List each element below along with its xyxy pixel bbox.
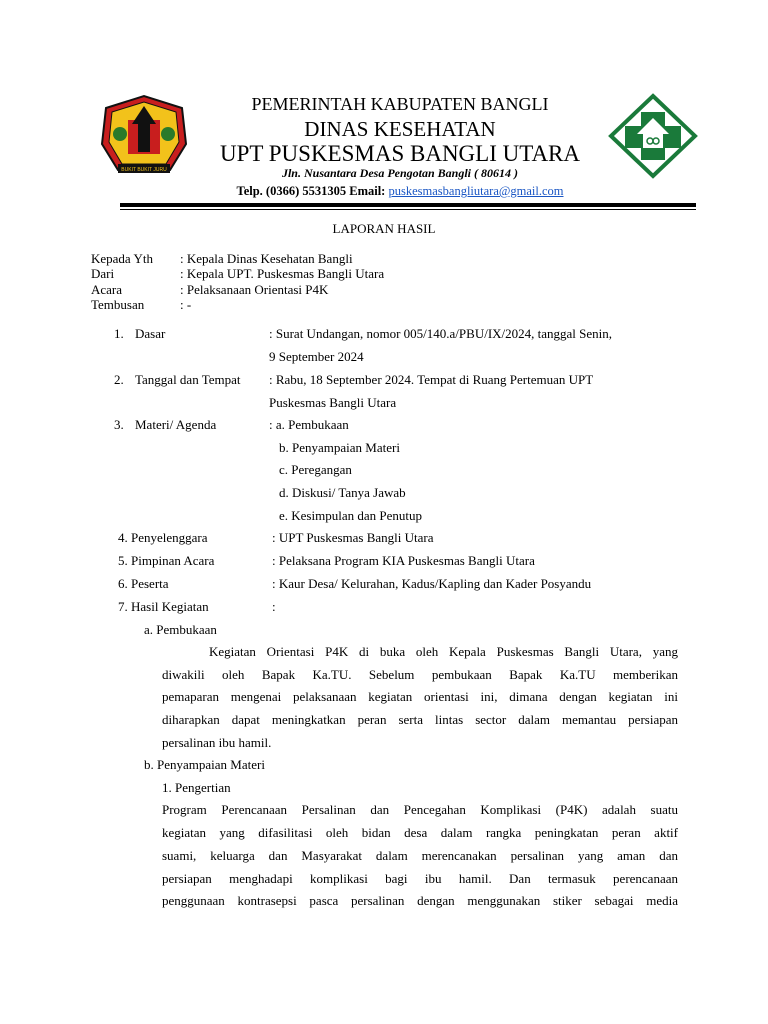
agenda-item-d: d. Diskusi/ Tanya Jawab: [279, 485, 406, 500]
meta-label-tembusan: Tembusan: [91, 297, 145, 312]
header-phone: Telp. (0366) 5531305 Email:: [236, 184, 389, 198]
item-7-label: 7. Hasil Kegiatan: [118, 599, 209, 614]
item-1-number: 1.: [114, 326, 124, 341]
item-1-value-line2: 9 September 2024: [269, 349, 364, 364]
header-government-line: PEMERINTAH KABUPATEN BANGLI: [251, 94, 549, 114]
header-address: Jln. Nusantara Desa Pengotan Bangli ( 80614 ): [281, 166, 519, 180]
item-6-value: : Kaur Desa/ Kelurahan, Kadus/Kapling dan Kader Posyandu: [272, 576, 592, 591]
item-4-value: : UPT Puskesmas Bangli Utara: [272, 530, 434, 545]
section-b-heading: b. Penyampaian Materi: [144, 757, 265, 772]
meta-value-dari: : Kepala UPT. Puskesmas Bangli Utara: [180, 266, 385, 281]
meta-label-acara: Acara: [91, 282, 123, 297]
item-3-number: 3.: [114, 417, 124, 432]
header-contact: [0, 184, 768, 199]
paragraph-a-line: diharapkan dapat meningkatkan peran serta lintas sector dalam memantau persiapan: [162, 712, 678, 727]
paragraph-a-line: persalinan ibu hamil.: [162, 735, 272, 750]
agenda-item-c: c. Peregangan: [279, 462, 352, 477]
meta-value-kepada: : Kepala Dinas Kesehatan Bangli: [180, 251, 353, 266]
item-1-label: Dasar: [135, 326, 166, 341]
item-6-label: 6. Peserta: [118, 576, 169, 591]
header-divider-thin: [120, 209, 696, 210]
email-link[interactable]: puskesmasbangliutara@gmail.com: [388, 184, 564, 198]
paragraph-b-line: penggunaan kontrasepsi pasca persalinan dengan menggunakan stiker sebagai media: [162, 893, 678, 908]
meta-label-kepada: Kepada Yth: [91, 251, 153, 266]
paragraph-b-line: suami, keluarga dan Masyarakat dalam merencanakan persalinan yang aman dan: [162, 848, 678, 863]
header-divider-thick: [120, 203, 696, 207]
paragraph-a-line: pemaparan mengenai pelaksanaan kegiatan orientasi ini, dimana dengan kegiatan ini: [162, 689, 678, 704]
crest-motto-text: BUKIT BUKIT JURU: [121, 167, 167, 173]
report-title: LAPORAN HASIL: [332, 221, 436, 236]
item-2-label: Tanggal dan Tempat: [135, 372, 241, 387]
agenda-item-e: e. Kesimpulan dan Penutup: [279, 508, 422, 523]
meta-label-dari: Dari: [91, 266, 115, 281]
agenda-item-b: b. Penyampaian Materi: [279, 440, 400, 455]
item-5-label: 5. Pimpinan Acara: [118, 553, 215, 568]
paragraph-a-line: diwakili oleh Bapak Ka.TU. Sebelum pembukaan Bapak Ka.TU memberikan: [162, 667, 678, 682]
section-a-heading: a. Pembukaan: [144, 622, 217, 637]
header-department-line: DINAS KESEHATAN: [304, 117, 496, 141]
item-1-value-line1: : Surat Undangan, nomor 005/140.a/PBU/IX/2024, tanggal Senin,: [269, 326, 613, 341]
paragraph-b-line: Program Perencanaan Persalinan dan Pencegahan Komplikasi (P4K) adalah suatu: [162, 802, 678, 817]
meta-value-tembusan: : -: [180, 297, 192, 312]
paragraph-b-line: kegiatan yang difasilitasi oleh bidan desa dalam rangka peningkatan peran aktif: [162, 825, 678, 840]
item-2-number: 2.: [114, 372, 124, 387]
subsection-pengertian-heading: 1. Pengertian: [162, 780, 231, 795]
item-3-label: Materi/ Agenda: [135, 417, 217, 432]
header-organization-line: UPT PUSKESMAS BANGLI UTARA: [219, 141, 581, 166]
agenda-item-a: : a. Pembukaan: [269, 417, 349, 432]
item-2-value-line2: Puskesmas Bangli Utara: [269, 395, 397, 410]
item-2-value-line1: : Rabu, 18 September 2024. Tempat di Ruang Pertemuan UPT: [269, 372, 594, 387]
meta-value-acara: : Pelaksanaan Orientasi P4K: [180, 282, 329, 297]
item-4-label: 4. Penyelenggara: [118, 530, 208, 545]
item-5-value: : Pelaksana Program KIA Puskesmas Bangli Utara: [272, 553, 535, 568]
item-7-value: :: [272, 599, 276, 614]
paragraph-a-line: Kegiatan Orientasi P4K di buka oleh Kepala Puskesmas Bangli Utara, yang: [209, 644, 678, 659]
paragraph-b-line: persiapan menghadapi komplikasi bagi ibu hamil. Dan termasuk perencanaan: [162, 871, 678, 886]
